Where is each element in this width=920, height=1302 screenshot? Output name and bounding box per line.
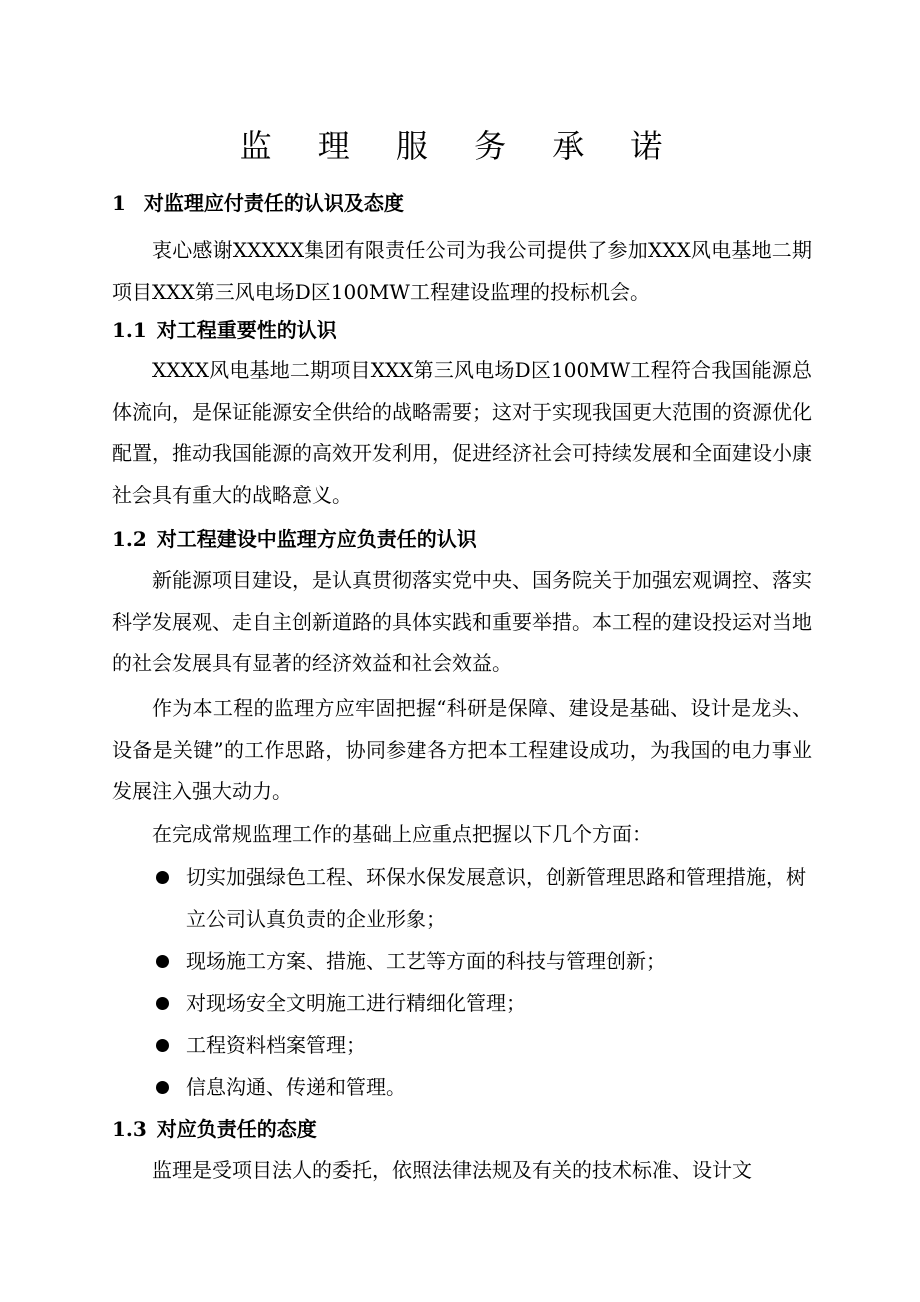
section-heading-1-1 [112,315,337,345]
paragraph: 作为本工程的监理方应牢固把握“科研是保障、建设是基础、设计是龙头、设备是关键”的工作思路，协同参建各方把本工程建设成功，为我国的电力事业发展注入强大动力。 [112,696,812,803]
bullet-icon [156,1081,169,1094]
section-heading-1-3 [112,1114,317,1144]
paragraph: 衷心感谢XXXXX集团有限责任公司为我公司提供了参加XXX风电基地二期项目XXX第三风电场D区100MW工程建设监理的投标机会。 [112,238,812,304]
paragraph: XXXX风电基地二期项目XXX第三风电场D区100MW工程符合我国能源总体流向，是保证能源安全供给的战略需要；这对于实现我国更大范围的资源优化配置，推动我国能源的高效开发利用，促进经济社会可持续发展和全面建设小康社会具有重大的战略意义。 [112,358,812,507]
section-number: 1 [112,191,126,215]
list-item: 切实加强绿色工程、环保水保发展意识，创新管理思路和管理措施，树立公司认真负责的企业形象； [112,856,812,940]
paragraph: 监理是受项目法人的委托，依照法律法规及有关的技术标准、设计文 [152,1158,752,1182]
section-number: 1.2 [112,527,147,551]
paragraph: 在完成常规监理工作的基础上应重点把握以下几个方面： [152,822,652,846]
bullet-list [112,856,812,1108]
list-item: 工程资料档案管理； [112,1024,812,1066]
section-title: 对工程重要性的认识 [156,318,337,342]
list-item: 对现场安全文明施工进行精细化管理； [112,982,812,1024]
section-title: 对监理应付责任的认识及态度 [143,191,404,215]
section-title: 对应负责任的态度 [156,1117,317,1141]
section-number: 1.3 [112,1117,147,1141]
bullet-icon [156,955,169,968]
paragraph: 新能源项目建设，是认真贯彻落实党中央、国务院关于加强宏观调控、落实科学发展观、走自主创新道路的具体实践和重要举措。本工程的建设投运对当地的社会发展具有显著的经济效益和社会效益。 [112,568,812,675]
section-number: 1.1 [112,318,147,342]
bullet-icon [156,997,169,1010]
section-title: 对工程建设中监理方应负责任的认识 [156,527,477,551]
list-item: 现场施工方案、措施、工艺等方面的科技与管理创新； [112,940,812,982]
section-heading-1-2 [112,524,477,554]
page-title: 监 理 服 务 承 诺 [239,127,681,165]
bullet-icon [156,871,169,884]
bullet-icon [156,1039,169,1052]
section-heading-1 [112,188,404,218]
list-item: 信息沟通、传递和管理。 [112,1066,812,1108]
